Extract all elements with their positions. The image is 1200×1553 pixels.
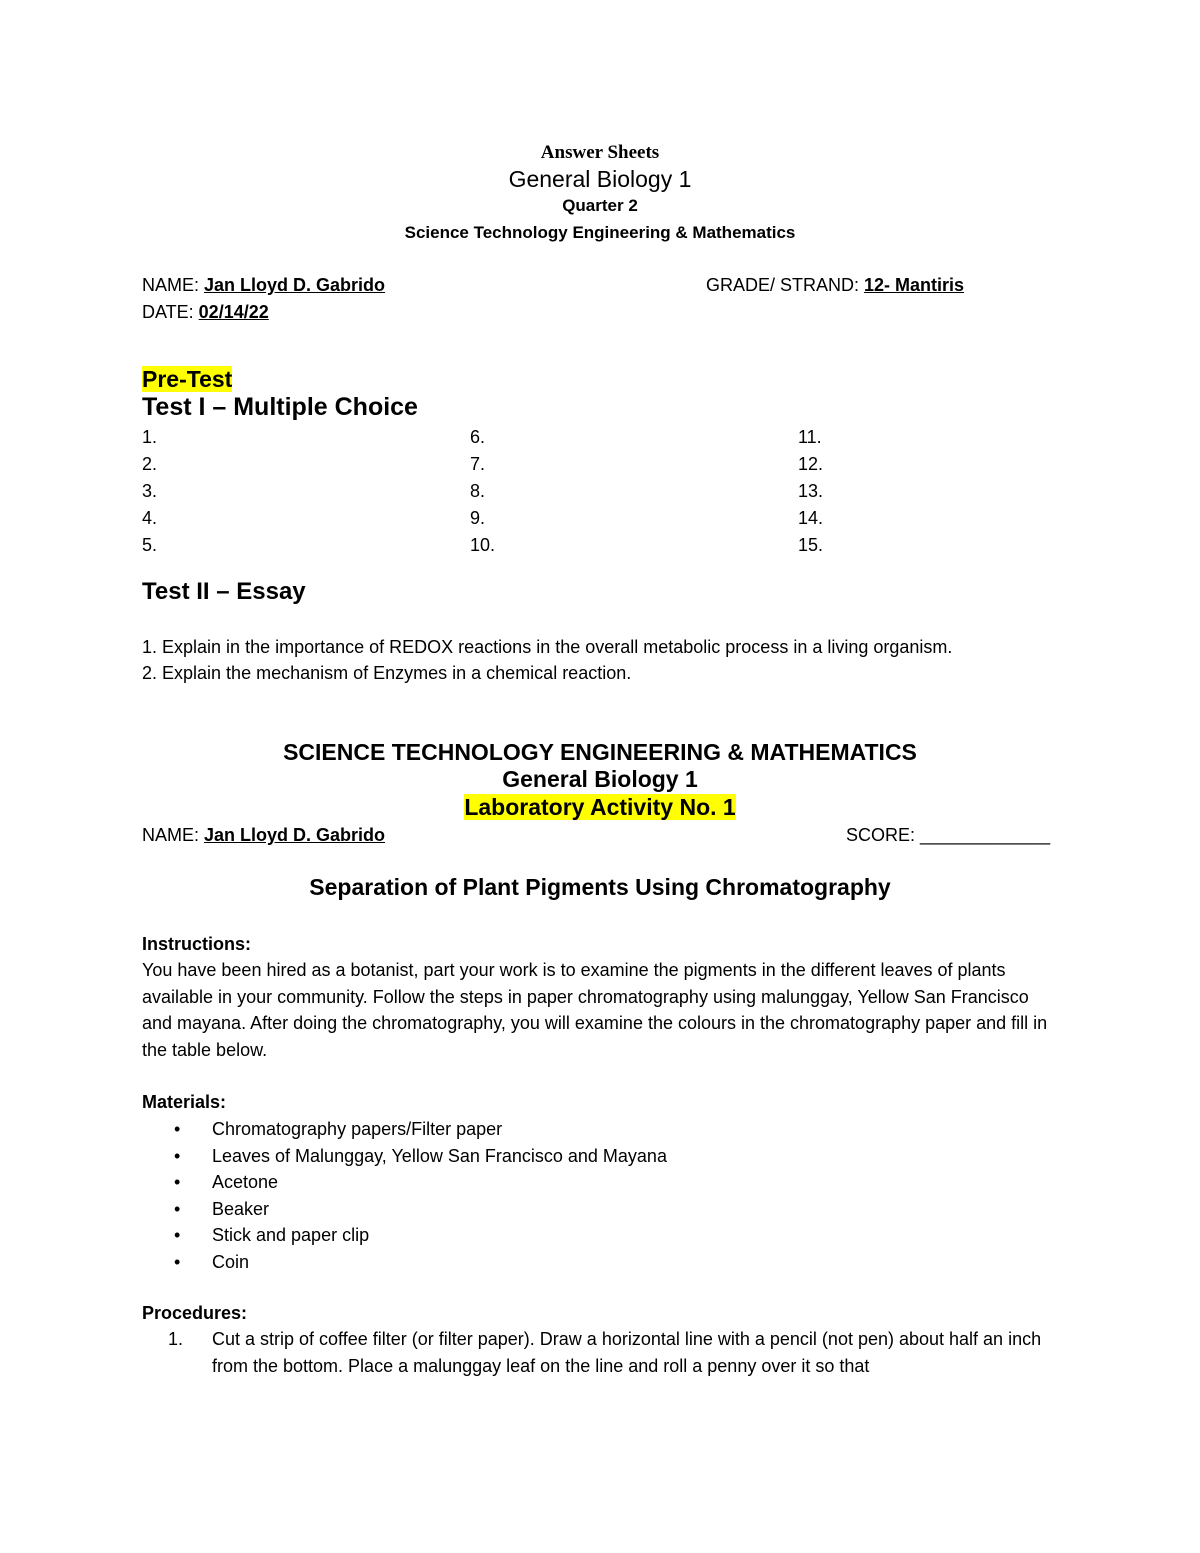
score-blank: _____________ — [920, 825, 1051, 845]
grade-label: GRADE/ STRAND: — [706, 275, 865, 295]
test1-title: Test I – Multiple Choice — [142, 393, 418, 421]
lab-student-name: Jan Lloyd D. Gabrido — [204, 825, 386, 845]
grade-value: 12- Mantiris — [864, 275, 965, 295]
mcq-item: 14. — [798, 508, 824, 528]
mcq-column-2 — [470, 424, 495, 559]
list-item: • Coin — [174, 1251, 250, 1272]
list-item: • Beaker — [174, 1198, 270, 1219]
score-line: SCORE: _____________ — [846, 825, 1051, 845]
pretest-title: Pre-Test — [142, 366, 233, 392]
procedures-label: Procedures: — [142, 1303, 248, 1323]
document-page: Answer Sheets General Biology 1 Quarter 2 Science Technology Engineering & Mathematics NAME: Jan Lloyd D. Gabrido GRADE/ STRAND: 12- Mantiris DATE: 02/14/22 Pre-Test Test I – Multiple Choice 1. 2. 3. 4. 5. 6. 7. 8. 9. 10. 11. 12. 13. 14. 15. Test II – Essay 1. Explain in the importance of REDOX reactions in the overall metabolic process in a living organism. 2. Explain the mechanism of Enzymes in a chemical reaction. SCIENCE TECHNOLOGY ENGINEERING & MATHEMATICS General Biology 1 Laboratory Activity No. 1 NAME: Jan Lloyd D. Gabrido SCORE: _____________ Separation of Plant Pigments Using Chromatography Instructions: You have been hired as a botanist, part your work is to examine the pigments in the different leaves of plants available in your community. Follow the steps in paper chromatography using malunggay, Yellow San Francisco and mayana. After doing the chromatography, you will examine the colours in the chromatography paper and fill in the table below. Materials: • Chromatography papers/Filter paper • Leaves of Malunggay, Yellow San Francisco and Mayana • Acetone • Beaker • Stick and paper clip • Coin Procedures: 1. Cut a strip of coffee filter (or filter paper). Draw a horizontal line with a pencil (not pen) about half an inch from the bottom. Place a malunggay leaf on the line and roll a penny over it so that — [0, 0, 1200, 1553]
mcq-item: 10. — [470, 535, 496, 555]
date-value: 02/14/22 — [198, 302, 269, 322]
mcq-item: 3. — [142, 481, 158, 501]
strand-label: Science Technology Engineering & Mathematics — [404, 223, 796, 242]
instructions-text: You have been hired as a botanist, part your work is to examine the pigments in the different leaves of plants available in your community. Follow the steps in paper chromatography using malunggay, Yellow San Francisco and mayana. After doing the chromatography, you will examine the colours in the chromatography paper and fill in the table below. — [142, 960, 1048, 1060]
list-item: • Leaves of Malunggay, Yellow San Francisco and Mayana — [174, 1145, 667, 1166]
lab-heading: SCIENCE TECHNOLOGY ENGINEERING & MATHEMATICS — [283, 739, 917, 765]
mcq-item: 1. — [142, 427, 158, 447]
student-name: Jan Lloyd D. Gabrido — [204, 275, 386, 295]
lab-subject: General Biology 1 — [502, 766, 698, 792]
list-item: • Acetone — [174, 1172, 279, 1192]
essay-question-2: 2. Explain the mechanism of Enzymes in a chemical reaction. — [142, 663, 632, 683]
name-label: NAME: — [142, 275, 205, 295]
essay-question-1: 1. Explain in the importance of REDOX reactions in the overall metabolic process in a living organism. — [142, 637, 953, 657]
mcq-item: 2. — [142, 454, 158, 474]
lab-activity-title: Laboratory Activity No. 1 — [464, 794, 736, 820]
mcq-column-3 — [798, 424, 823, 559]
mcq-column-1 — [142, 424, 157, 559]
quarter-label: Quarter 2 — [562, 196, 638, 215]
materials-list — [142, 1116, 667, 1275]
date-label: DATE: — [142, 302, 199, 322]
mcq-item: 9. — [470, 508, 486, 528]
materials-label: Materials: — [142, 1092, 227, 1112]
list-item: • Chromatography papers/Filter paper — [174, 1119, 503, 1139]
answer-sheets-title: Answer Sheets — [540, 142, 660, 163]
test2-title: Test II – Essay — [142, 578, 306, 605]
subject-title: General Biology 1 — [508, 166, 692, 192]
date-line — [142, 302, 269, 323]
instructions-label: Instructions: — [142, 934, 252, 954]
mcq-item: 12. — [798, 454, 824, 474]
mcq-item: 11. — [798, 427, 822, 447]
lab-title: Separation of Plant Pigments Using Chromatography — [309, 874, 891, 900]
mcq-item: 8. — [470, 481, 486, 501]
mcq-item: 13. — [798, 481, 824, 501]
list-item: • Stick and paper clip — [174, 1225, 370, 1245]
mcq-item: 15. — [798, 535, 824, 555]
mcq-item: 4. — [142, 508, 158, 528]
mcq-item: 6. — [470, 427, 486, 447]
grade-strand-line — [706, 275, 964, 296]
student-name-line — [142, 275, 385, 296]
mcq-item: 7. — [470, 454, 486, 474]
mcq-item: 5. — [142, 535, 158, 555]
lab-name-line: NAME: Jan Lloyd D. Gabrido — [142, 825, 386, 845]
